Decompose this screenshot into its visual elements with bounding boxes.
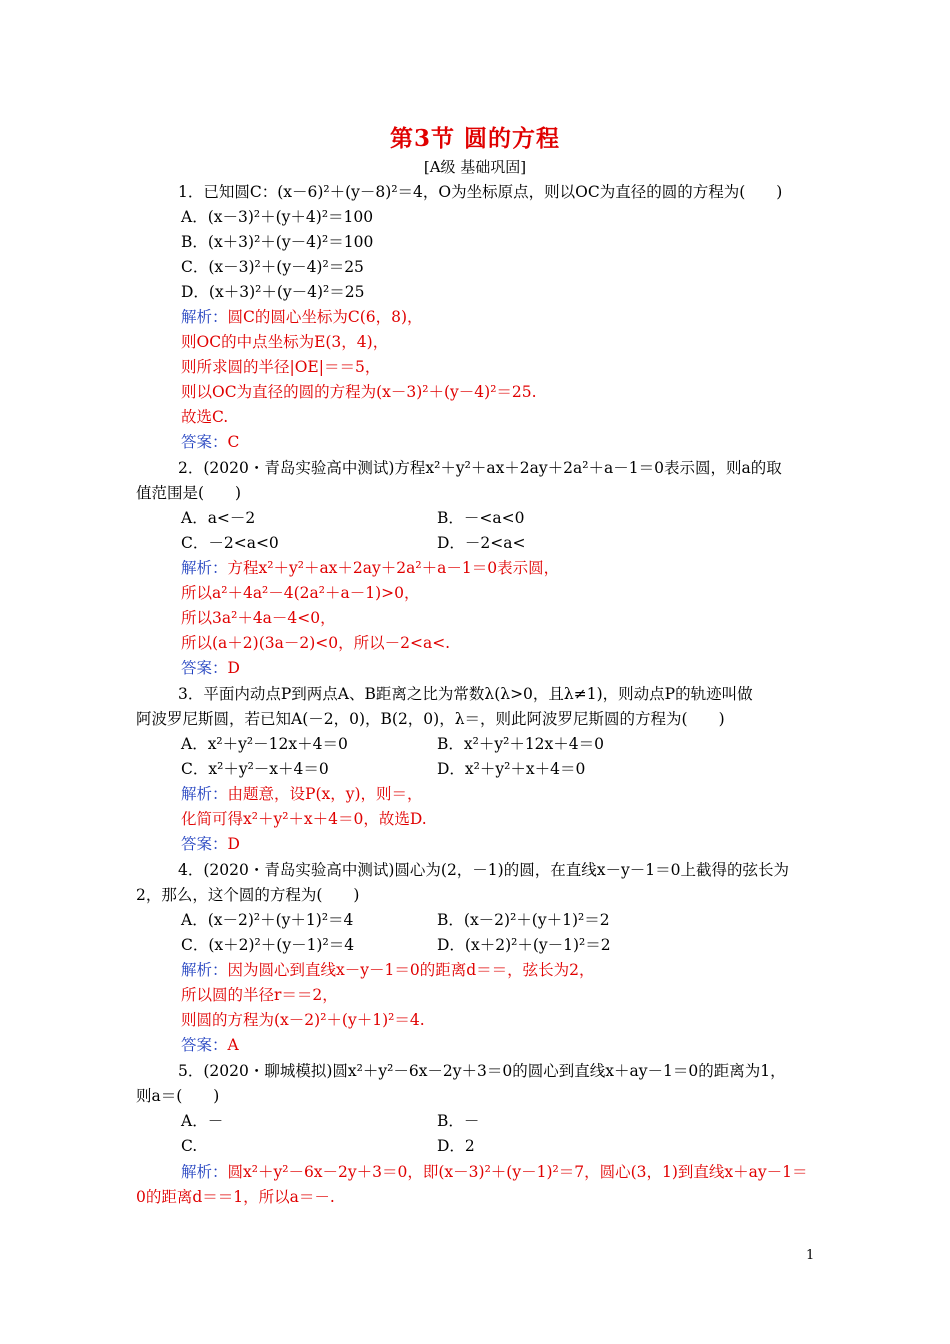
q3-answer [181,833,240,855]
question-4-stem: 4．(2020・青岛实验高中测试)圆心为(2，－1)的圆，在直线x－y－1＝0上截得的弦长为 [178,861,789,879]
q4-option-a: A．(x－2)²＋(y＋1)²＝4 [181,911,354,929]
q3-option-c: C．x²＋y²－x＋4＝0 [181,760,329,778]
q3-analysis [181,783,423,805]
question-2-stem-cont: 值范围是( ) [136,484,242,502]
q4-analysis-line-1: 因为圆心到直线x－y－1＝0的距离d＝＝，弦长为2， [227,961,595,979]
question-1-stem: 1．已知圆C：(x－6)²＋(y－8)²＝4，O为坐标原点，则以OC为直径的圆的方程为( ) [178,183,783,201]
question-5-stem-cont: 则a＝( ) [136,1087,220,1105]
q2-analysis [181,557,559,579]
q1-option-b: B．(x＋3)²＋(y－4)²＝100 [181,233,374,251]
q2-analysis-line-3: 所以3a²＋4a－4<0， [181,609,336,627]
analysis-label: 解析： [181,308,228,326]
q1-analysis-line-3: 则所求圆的半径|OE|＝＝5， [181,358,381,376]
q1-answer-value: C [227,433,240,451]
q1-analysis-line-4: 则以OC为直径的圆的方程为(x－3)²＋(y－4)²＝25. [181,383,537,401]
q2-option-d: D．－2<a< [437,534,526,552]
analysis-label: 解析： [181,559,228,577]
q1-option-c: C．(x－3)²＋(y－4)²＝25 [181,258,364,276]
q1-analysis-line-5: 故选C. [181,408,229,426]
q5-option-d: D．2 [437,1137,475,1155]
q1-option-d: D．(x＋3)²＋(y－4)²＝25 [181,283,365,301]
q5-option-c: C. [181,1137,198,1155]
q2-option-b: B．－<a<0 [437,509,525,527]
q4-analysis [181,959,595,981]
question-4-stem-cont: 2，那么，这个圆的方程为( ) [136,886,360,904]
answer-label: 答案： [181,1036,228,1054]
q5-analysis-line-2: 0的距离d＝＝1，所以a＝－. [136,1188,335,1206]
question-2-stem: 2．(2020・青岛实验高中测试)方程x²＋y²＋ax＋2ay＋2a²＋a－1＝0表示圆，则a的取 [178,459,782,477]
q1-analysis-line-1: 圆C的圆心坐标为C(6，8)， [227,308,423,326]
q1-analysis [181,306,423,328]
analysis-label: 解析： [181,961,228,979]
section-subtitle: [A级 基础巩固] [423,158,527,176]
q3-answer-value: D [227,835,240,853]
q2-option-c: C．－2<a<0 [181,534,279,552]
q4-answer [181,1034,239,1056]
q5-option-b: B．－ [437,1112,480,1130]
answer-label: 答案： [181,659,228,677]
q4-option-c: C．(x＋2)²＋(y－1)²＝4 [181,936,355,954]
q1-answer [181,431,239,453]
q4-analysis-line-2: 所以圆的半径r＝＝2， [181,986,338,1004]
q5-option-a: A．－ [181,1112,224,1130]
question-3-stem: 3．平面内动点P到两点A、B距离之比为常数λ(λ>0，且λ≠1)，则动点P的轨迹叫做 [178,685,753,703]
q2-answer [181,657,240,679]
q5-analysis-line-1: 圆x²＋y²－6x－2y＋3＝0，即(x－3)²＋(y－1)²＝7，圆心(3，1)到直线x＋ay－1＝ [227,1163,808,1181]
page-title: 第3节 圆的方程 [389,125,560,152]
q4-analysis-line-3: 则圆的方程为(x－2)²＋(y＋1)²＝4. [181,1011,425,1029]
analysis-label: 解析： [181,785,228,803]
answer-label: 答案： [181,835,228,853]
q4-option-d: D．(x＋2)²＋(y－1)²＝2 [437,936,611,954]
page-number: 1 [806,1248,815,1263]
q2-analysis-line-4: 所以(a＋2)(3a－2)<0，所以－2<a<. [181,634,451,652]
q4-option-b: B．(x－2)²＋(y＋1)²＝2 [437,911,610,929]
q1-analysis-line-2: 则OC的中点坐标为E(3，4)， [181,333,389,351]
q3-analysis-line-2: 化简可得x²＋y²＋x＋4＝0，故选D. [181,810,427,828]
q4-answer-value: A [227,1036,239,1054]
q3-analysis-line-1: 由题意，设P(x，y)，则＝， [227,785,423,803]
q3-option-a: A．x²＋y²－12x＋4＝0 [181,735,348,753]
q3-option-b: B．x²＋y²＋12x＋4＝0 [437,735,605,753]
question-3-stem-cont: 阿波罗尼斯圆，若已知A(－2，0)，B(2，0)，λ＝，则此阿波罗尼斯圆的方程为( ) [136,710,725,728]
q5-analysis [181,1161,808,1183]
q2-option-a: A．a<－2 [181,509,256,527]
q3-option-d: D．x²＋y²＋x＋4＝0 [437,760,586,778]
q1-option-a: A．(x－3)²＋(y＋4)²＝100 [181,208,374,226]
question-5-stem: 5．(2020・聊城模拟)圆x²＋y²－6x－2y＋3＝0的圆心到直线x＋ay－1＝0的距离为1， [178,1062,786,1080]
q2-analysis-line-1: 方程x²＋y²＋ax＋2ay＋2a²＋a－1＝0表示圆， [227,559,560,577]
analysis-label: 解析： [181,1163,228,1181]
answer-label: 答案： [181,433,228,451]
q2-analysis-line-2: 所以a²＋4a²－4(2a²＋a－1)>0， [181,584,420,602]
q2-answer-value: D [227,659,240,677]
